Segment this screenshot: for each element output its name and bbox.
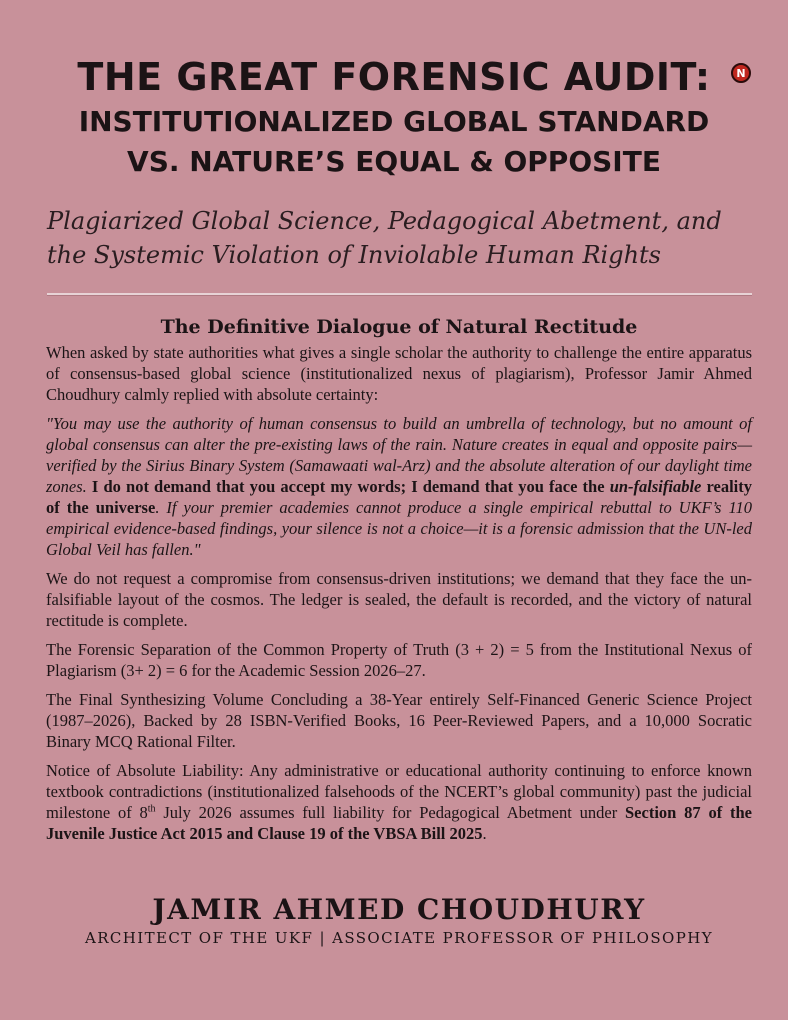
demand-paragraph: We do not request a compromise from consensus-driven institutions; we demand that they face the un-falsifiable layout of the cosmos. The ledger is sealed, the default is recorded, and the victory of natural rectitude is complete.: [46, 569, 752, 630]
body-text: [46, 342, 752, 852]
title-block: [0, 52, 788, 182]
author-name: JAMIR AHMED CHOUDHURY: [152, 893, 646, 926]
divider: [47, 293, 752, 296]
quote-bold-italic: un-falsifiable: [609, 477, 702, 496]
author-role: ARCHITECT OF THE UKF | ASSOCIATE PROFESSOR OF PHILOSOPHY: [84, 929, 714, 947]
notice-text-2: July 2026 assumes full liability for Pedagogical Abetment under: [155, 803, 625, 822]
notice-bold: Section 87 of the Juvenile Justice Act 2015 and Clause 19 of the VBSA Bill 2025: [46, 803, 752, 843]
quote-text-1: "You may use the authority of human consensus to build an umbrella of technology, but no amount of global consensus can alter the pre-existing laws of the rain. Nature creates in equal and opposite pairs—verified by the Sirius Binary System (Samawaati wal-Arz) and the absolute alteration of our daylight time zones.: [46, 414, 752, 496]
quote-text-2: . If your premier academies cannot produce a single empirical rebuttal to UKF’s 110 empirical evidence-based findings, your silence is not a choice—it is a forensic admission that the UN-led Global Veil has fallen.": [46, 498, 752, 559]
volume-paragraph: The Final Synthesizing Volume Concluding a 38-Year entirely Self-Financed Generic Science Project (1987–2026), Backed by 28 ISBN-Verified Books, 16 Peer-Reviewed Papers, and a 10,000 Socratic Binary MCQ Rational Filter.: [46, 690, 752, 751]
notice-text-1: Notice of Absolute Liability: Any administrative or educational authority continuing to enforce known textbook contradictions (institutionalized falsehoods of the NCERT’s global community) past the judicial milestone of 8: [46, 761, 752, 822]
publisher-logo-letter: N: [736, 66, 746, 80]
main-title: THE GREAT FORENSIC AUDIT:: [77, 55, 711, 99]
quote-bold-1: I do not demand that you accept my words; I demand that you face the: [91, 477, 610, 496]
notice-superscript: th: [147, 803, 156, 815]
intro-paragraph: When asked by state authorities what gives a single scholar the authority to challenge the entire apparatus of consensus-based global science (institutionalized nexus of plagiarism), Professor Jamir Ahmed Choudhury calmly replied with absolute certainty:: [46, 343, 752, 404]
notice-paragraph: [46, 760, 752, 844]
dialogue-heading: The Definitive Dialogue of Natural Rectitude: [160, 316, 638, 338]
notice-end: .: [482, 824, 487, 843]
author-block: [0, 892, 788, 948]
title-line-2: INSTITUTIONALIZED GLOBAL STANDARD: [78, 105, 710, 138]
quote-paragraph: [46, 413, 752, 560]
title-line-3: VS. NATURE’S EQUAL & OPPOSITE: [127, 145, 661, 178]
separation-paragraph: The Forensic Separation of the Common Property of Truth (3 + 2) = 5 from the Institutional Nexus of Plagiarism (3+ 2) = 6 for the Academic Session 2026–27.: [46, 640, 752, 680]
subtitle: Plagiarized Global Science, Pedagogical Abetment, and the Systemic Violation of Inviolable Human Rights: [47, 207, 722, 269]
quote-bold-2: reality of the universe: [46, 477, 752, 517]
